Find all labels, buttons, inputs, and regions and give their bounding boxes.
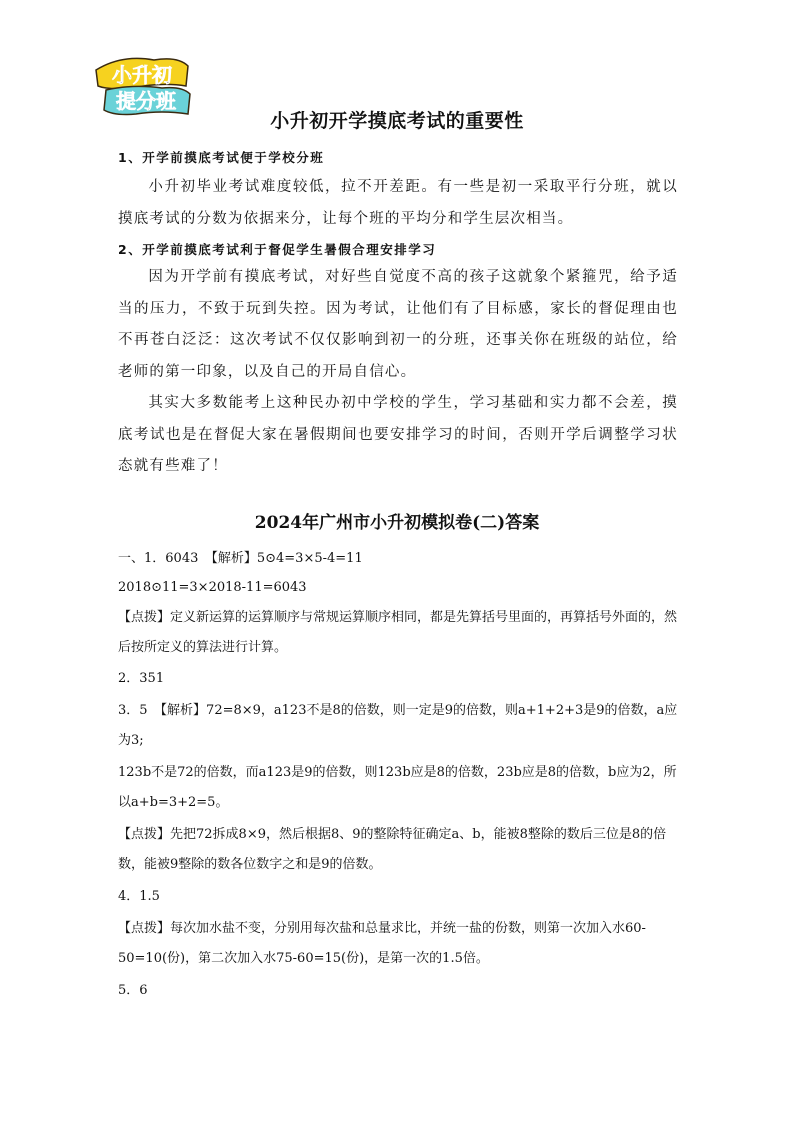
- page-title: 小升初开学摸底考试的重要性: [270, 110, 524, 132]
- logo-text-2: 提分班: [116, 89, 176, 113]
- answer-title: 2024年广州市小升初模拟卷(二)答案: [254, 513, 540, 533]
- logo-text-1: 小升初: [112, 63, 172, 87]
- heading-1: 1、开学前摸底考试便于学校分班: [118, 150, 325, 165]
- answer-line-6: 123b不是72的倍数，而a123是9的倍数，则123b应是8的倍数，23b应是8的倍数，b应为2，所以a+b=3+2=5。: [118, 765, 677, 810]
- answer-line-2: 2018⊙11=3×2018-11=6043: [118, 580, 307, 595]
- answer-line-5: 3．5 【解析】72=8×9，a123不是8的倍数，则一定是9的倍数，则a+1+2+3是9的倍数，a应为3;: [118, 703, 678, 748]
- paragraph-2-text: 因为开学前有摸底考试，对好些自觉度不高的孩子这就象个紧箍咒，给予适当的压力，不致于玩到失控。因为考试，让他们有了目标感，家长的督促理由也不再苍白泛泛：这次考试不仅仅影响到初一的分班，还事关你在班级的站位，给老师的第一印象，以及自己的开局自信心。: [118, 269, 678, 380]
- paragraph-1-text: 小升初毕业考试难度较低，拉不开差距。有一些是初一采取平行分班，就以摸底考试的分数为依据来分，让每个班的平均分和学生层次相当。: [118, 179, 678, 227]
- paragraph-3-text: 其实大多数能考上这种民办初中学校的学生，学习基础和实力都不会差，摸底考试也是在督促大家在暑假期间也要安排学习的时间，否则开学后调整学习状态就有些难了！: [118, 395, 678, 474]
- paragraph-1: [118, 172, 678, 235]
- paragraph-3: [118, 388, 678, 483]
- answer-line-7: 【点拨】先把72拆成8×9，然后根据8、9的整除特征确定a、b，能被8整除的数后三位是8的倍数，能被9整除的数各位数字之和是9的倍数。: [118, 827, 667, 872]
- heading-2: 2、开学前摸底考试利于督促学生暑假合理安排学习: [118, 242, 437, 257]
- answer-line-4: 2．351: [118, 671, 165, 686]
- answer-line-1: 一、1．6043 【解析】5⊙4=3×5-4=11: [118, 551, 363, 566]
- paragraph-2: [118, 262, 678, 388]
- answer-line-10: 5．6: [118, 983, 148, 998]
- answer-line-3: 【点拨】定义新运算的运算顺序与常规运算顺序相同，都是先算括号里面的，再算括号外面的，然后按所定义的算法进行计算。: [118, 610, 678, 655]
- answer-line-8: 4．1.5: [118, 889, 160, 904]
- answer-line-9: 【点拨】每次加水盐不变，分别用每次盐和总量求比，并统一盐的份数，则第一次加入水60-50=10(份)，第二次加入水75-60=15(份)，是第一次的1.5倍。: [118, 921, 646, 966]
